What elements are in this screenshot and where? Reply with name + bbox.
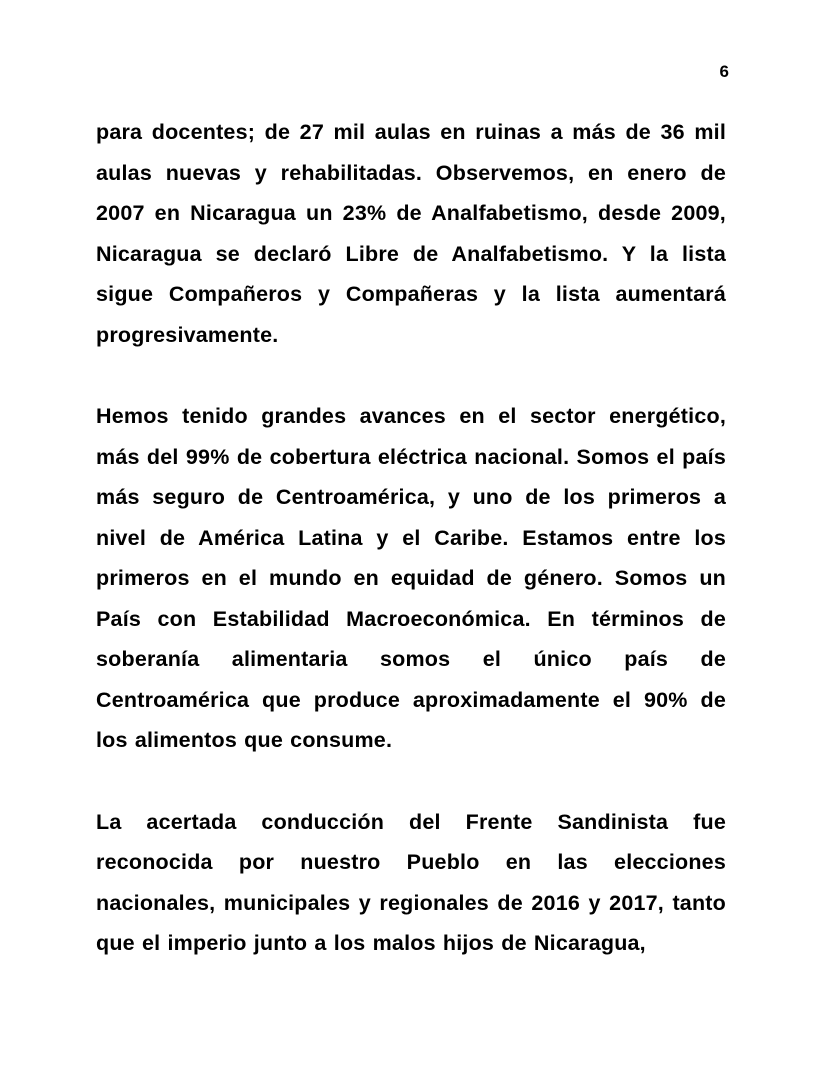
paragraph-2: Hemos tenido grandes avances en el sector energético, más del 99% de cobertura eléctrica nacional. Somos el país más seguro de Centroamérica, y uno de los primeros a nivel de América Latina y el Caribe. Estamos entre los primeros en el mundo en equidad de género. Somos un País con Estabilidad Macroeconómica. En términos de soberanía alimentaria somos el único país de Centroamérica que produce aproximadamente el 90% de los alimentos que consume. [96, 404, 726, 752]
paragraph-3: La acertada conducción del Frente Sandinista fue reconocida por nuestro Pueblo en las elecciones nacionales, municipales y regionales de 2016 y 2017, tanto que el imperio junto a los malos hijos de Nicaragua, [96, 809, 726, 955]
page-number: 6 [719, 62, 729, 81]
document-body [96, 112, 726, 964]
paragraph-1: para docentes; de 27 mil aulas en ruinas a más de 36 mil aulas nuevas y rehabilitadas. Observemos, en enero de 2007 en Nicaragua un 23% de Analfabetismo, desde 2009, Nicaragua se declaró Libre de Analfabetismo. Y la lista sigue Compañeros y Compañeras y la lista aumentará progresivamente. [96, 120, 726, 347]
